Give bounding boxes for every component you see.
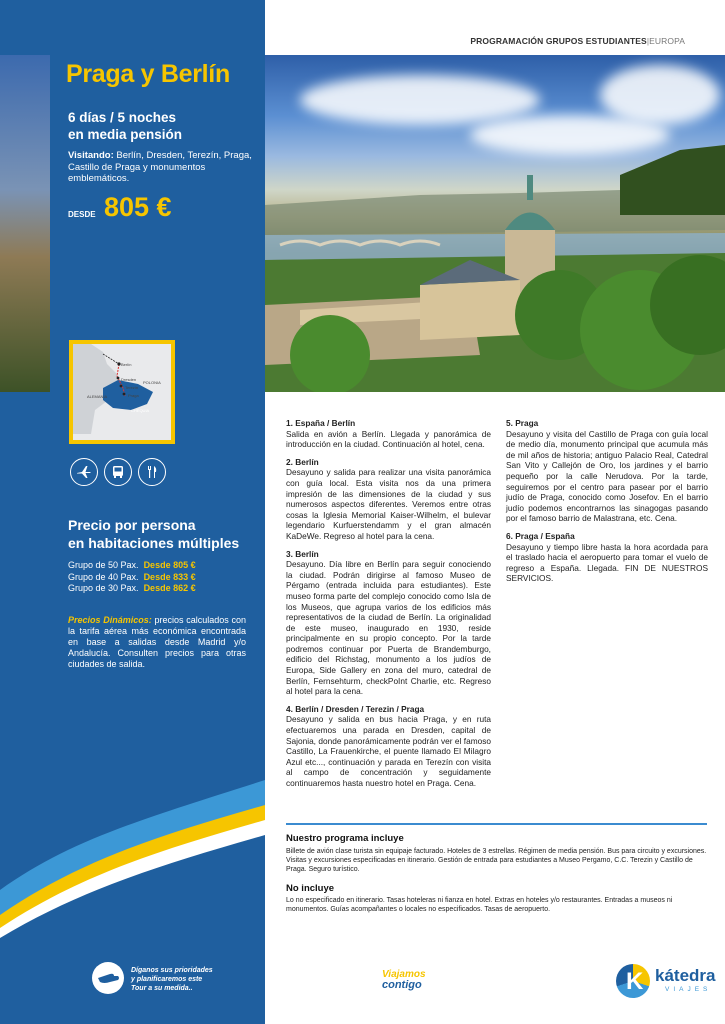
visiting-places: Berlín, Dresden, Terezín, Praga, Castillo de Praga y monumentos emblemáticos. — [68, 150, 252, 184]
map-graphic — [73, 344, 171, 440]
pricing-title-line-2: en habitaciones múltiples — [68, 535, 240, 551]
includes-divider — [286, 823, 707, 825]
day-text: Desayuno y visita del Castillo de Praga con guía local de medio día, monumento principal que acumula más de mil años de historia; antiguo Palacio Real, Catedral San Vito y Callejón de Oro, los jardines y el barrio pequeño por la calle Nerudova. Por la tarde, seguiremos por el centro para pasear por el barrio judío de Praga, conocido como Josefov. En el barrio judío podemos encontrarnos las sinagogas pasando por el famoso barrio de Malastrana, etc. Cena. — [506, 428, 708, 524]
itinerary-column-2 — [506, 418, 708, 591]
group-label: Grupo de 30 Pax. — [68, 583, 139, 593]
note-line-3: Tour a su medida.. — [131, 985, 193, 992]
includes-title: Nuestro programa incluye — [286, 833, 404, 844]
section-header — [470, 36, 685, 46]
brand-subtitle: VIAJES — [665, 986, 712, 993]
map-label-poland: POLONIA — [143, 380, 161, 385]
itinerary-day — [286, 704, 491, 789]
region-label: EUROPA — [649, 36, 685, 46]
dynamic-pricing-text: precios calculados con la tarifa aérea más económica encontrada en base a salidas desde Madrid y/o Andalucía. Consulten precios para otras ciudades de salida. — [68, 615, 246, 669]
map-label-berlin: Berlín — [121, 362, 132, 367]
slogan — [382, 970, 426, 990]
route-map — [69, 340, 175, 444]
pointing-hand-icon — [92, 962, 124, 994]
price-main: 805 € — [104, 192, 172, 222]
day-text: Desayuno y salida para realizar una visita panorámica con guía local. Esta visita nos da una primera impresión de las dimensiones de la ciudad y sus numerosos aspectos diferentes. Veremos entre otras cosas la Iglesia Memorial Kaiser-Wilhelm, el bulevar legendario Kurfuerstendamm y el gran almacén KaDeWe. Regreso al hotel para la cena. — [286, 467, 491, 541]
day-title: 6. Praga / España — [506, 530, 575, 541]
group-price-row — [68, 572, 196, 584]
brand-name: kátedra — [655, 966, 716, 985]
service-icons — [70, 458, 166, 486]
slogan-line-1: Viajamos — [382, 969, 426, 980]
map-label-czechia: CHEQUIA — [131, 408, 150, 413]
group-price-row — [68, 560, 196, 572]
group-prices — [68, 560, 196, 595]
day-text: Desayuno y salida en bus hacia Praga, y en ruta efectuaremos una parada en Dresden, capital de Sajonia, donde panorámicamente podrán ver el famoso Castillo, La Frauenkirche, el puente llamado El Milagro Azul etc..., continuación y parada en Terezín con visita al campo de concentración y seguidamente continuaremos hasta nuestro hotel en Praga. Cena. — [286, 714, 491, 788]
trip-title: Praga y Berlín — [66, 60, 230, 88]
day-text: Desayuno. Día libre en Berlín para seguir conociendo la ciudad. Podrán dirigirse al famoso Museo de Pérgamo (entrada incluida para estudiantes). Este museo forma parte del complejo conocido como Isla de los Museos, que agrupa varios de los edificios más representativos de la ciudad de Berlín. La originalidad de este museo, inaugurado en 1930, reside principalmente en su propio concepto. Por la tarde podremos continuar por Puerta de Brandemburgo, edificio del Richstag, monumento a los judíos de Europa, Side Gallery en zona del muro, catedral de Berlín, Fernsehturm, checkPoInt Charlie, etc. Regreso al hotel para la cena. — [286, 559, 491, 697]
map-area — [73, 344, 171, 440]
group-price-row — [68, 583, 196, 595]
day-title: 5. Praga — [506, 418, 539, 428]
visiting-label: Visitando: — [68, 150, 114, 161]
map-label-germany: ALEMANIA — [87, 394, 108, 399]
duration-line-1: 6 días / 5 noches — [68, 110, 177, 125]
includes-text: Billete de avión clase turista sin equipaje facturado. Hoteles de 3 estrellas. Régimen de media pensión. Bus para circuito y excursiones. Visitas y excursiones especificadas en itinerario. Gestión de entrada para estudiantes a Museo Pergamo, C.C. Terezin y Castillo de Praga. Seguro turístico. — [286, 848, 707, 874]
header-separator: | — [646, 36, 650, 46]
program-label: PROGRAMACIÓN GRUPOS ESTUDIANTES — [470, 36, 647, 46]
bus-icon — [104, 458, 132, 486]
dynamic-pricing-label: Precios Dinámicos: — [68, 615, 152, 625]
itinerary-day — [506, 531, 708, 584]
itinerary-day — [506, 418, 708, 524]
itinerary-day — [286, 549, 491, 697]
group-price: Desde 833 € — [143, 571, 196, 582]
not-included-text: Lo no especificado en itinerario. Tasas hoteleras ni fianza en hotel. Extras en hoteles y/o restaurantes. Entradas a museos ni monumentos. Guías acompañantes o locales no especificados. Tasas de aeropuerto. — [286, 897, 673, 914]
cutlery-icon — [138, 458, 166, 486]
group-label: Grupo de 50 Pax. — [68, 560, 139, 570]
note-line-2: y planificaremos este — [131, 976, 203, 983]
pricing-title-line-1: Precio por persona — [68, 517, 196, 533]
itinerary-column-1 — [286, 418, 491, 796]
dynamic-pricing-note — [68, 615, 246, 670]
day-title: 1. España / Berlín — [286, 418, 356, 428]
katedra-logo-icon: K — [616, 964, 650, 998]
day-title: 3. Berlín — [286, 548, 319, 559]
pricing-title — [68, 516, 239, 552]
plane-icon — [70, 458, 98, 486]
trip-duration — [68, 109, 182, 143]
not-included-title: No incluye — [286, 883, 335, 894]
itinerary-day — [286, 457, 491, 542]
itinerary-day — [286, 418, 491, 450]
sidebar-photo-strip — [0, 55, 50, 392]
day-title: 2. Berlín — [286, 456, 319, 467]
slogan-line-2: contigo — [382, 979, 422, 991]
map-label-terezin: Terezín — [125, 385, 139, 390]
day-text: Desayuno y tiempo libre hasta la hora acordada para el traslado hacia el aeropuerto para tomar el vuelo de regreso a España. Llegada. FIN DE NUESTROS SERVICIOS. — [506, 541, 708, 584]
map-label-prague: Praga — [128, 393, 139, 398]
duration-line-2: en media pensión — [68, 127, 183, 142]
visiting-text — [68, 150, 258, 185]
group-price: Desde 862 € — [143, 583, 196, 593]
day-text: Salida en avión a Berlín. Llegada y panorámica de introducción en la ciudad. Continuación al hotel, cena. — [286, 428, 491, 450]
map-label-dresden: Dresden — [121, 377, 137, 382]
day-title: 4. Berlín / Dresden / Terezin / Praga — [286, 703, 425, 714]
note-line-1: Díganos sus prioridades — [131, 967, 213, 974]
sidebar-top-bar — [0, 0, 265, 55]
custom-tour-note — [131, 966, 213, 993]
group-price: Desde 805 € — [143, 560, 196, 570]
price-from-label: DESDE — [68, 210, 96, 219]
group-label: Grupo de 40 Pax. — [68, 571, 139, 582]
